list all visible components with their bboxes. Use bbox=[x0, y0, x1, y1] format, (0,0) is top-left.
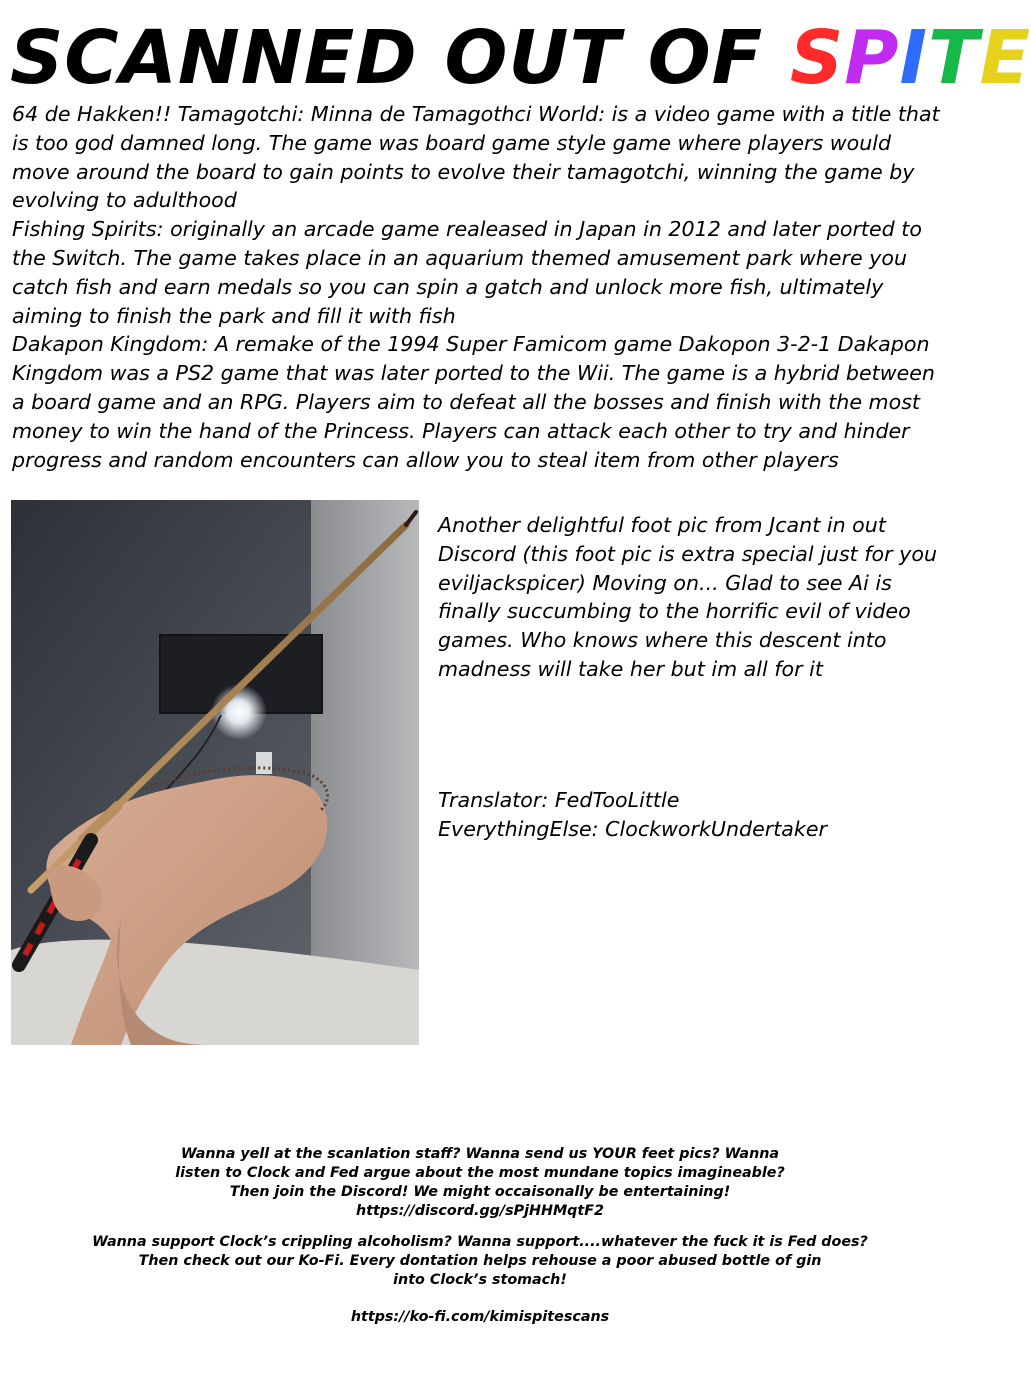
discord-line: Then join the Discord! We might occaisonally be entertaining! bbox=[229, 1184, 731, 1200]
side-note: Another delightful foot pic from Jcant in out Discord (this foot pic is extra special just for you eviljackspicer) Moving on... Glad to see Ai is finally succumbing to the horrific evil of video games. Who knows where this descent into madness will take her but im all for it bbox=[438, 513, 937, 681]
title-accent-letter: T bbox=[928, 15, 980, 101]
paragraph-tamagotchi: 64 de Hakken!! Tamagotchi: Minna de Tamagothci World: is a video game with a title that is too god damned long. The game was board game style game where players would move around the board to gain points to evolve their tamagotchi, winning the game by evolving to adulthood bbox=[12, 102, 940, 213]
discord-link[interactable]: https://discord.gg/sPjHHMqtF2 bbox=[356, 1203, 604, 1219]
title-main-text: SCANNED OUT OF bbox=[10, 15, 790, 101]
kofi-line: Wanna support Clock’s crippling alcoholism? Wanna support....whatever the fuck it is Fed does? bbox=[92, 1234, 868, 1250]
title-accent-letter: I bbox=[899, 15, 929, 101]
title-accent-letter: P bbox=[844, 15, 900, 101]
footer bbox=[40, 1145, 920, 1327]
everything-else-credit: EverythingElse: ClockworkUndertaker bbox=[438, 817, 827, 841]
article-body bbox=[12, 100, 948, 474]
photo-illustration bbox=[11, 500, 419, 1045]
discord-line: Wanna yell at the scanlation staff? Wanna send us YOUR feet pics? Wanna bbox=[180, 1146, 780, 1162]
paragraph-dakapon-kingdom: Dakapon Kingdom: A remake of the 1994 Super Famicom game Dakopon 3-2-1 Dakapon Kingdom was a PS2 game that was later ported to the Wii. The game is a hybrid between a board game and an RPG. Players aim to defeat all the bosses and finish with the most money to win the hand of the Princess. Players can attack each other to try and hinder progress and random encounters can allow you to steal item from other players bbox=[12, 332, 935, 472]
kofi-line: into Clock’s stomach! bbox=[393, 1272, 567, 1288]
kofi-line: Then check out our Ko-Fi. Every dontation helps rehouse a poor abused bottle of gin bbox=[138, 1253, 822, 1269]
page-title bbox=[10, 15, 1031, 101]
translator-credit: Translator: FedTooLittle bbox=[438, 788, 680, 812]
credits bbox=[438, 786, 948, 844]
kofi-link[interactable]: https://ko-fi.com/kimispitescans bbox=[350, 1309, 610, 1325]
title-accent-letter: S bbox=[789, 15, 845, 101]
title-accent-word bbox=[790, 15, 1031, 101]
paragraph-fishing-spirits: Fishing Spirits: originally an arcade game realeased in Japan in 2012 and later ported to the Switch. The game takes place in an aquarium themed amusement park where you catch fish and earn medals so you can spin a gatch and unlock more fish, ultimately aiming to finish the park and fill it with fish bbox=[12, 217, 922, 328]
title-accent-letter: E bbox=[979, 15, 1031, 101]
foot-photo bbox=[11, 500, 419, 1045]
discord-line: listen to Clock and Fed argue about the most mundane topics imagineable? bbox=[175, 1165, 785, 1181]
